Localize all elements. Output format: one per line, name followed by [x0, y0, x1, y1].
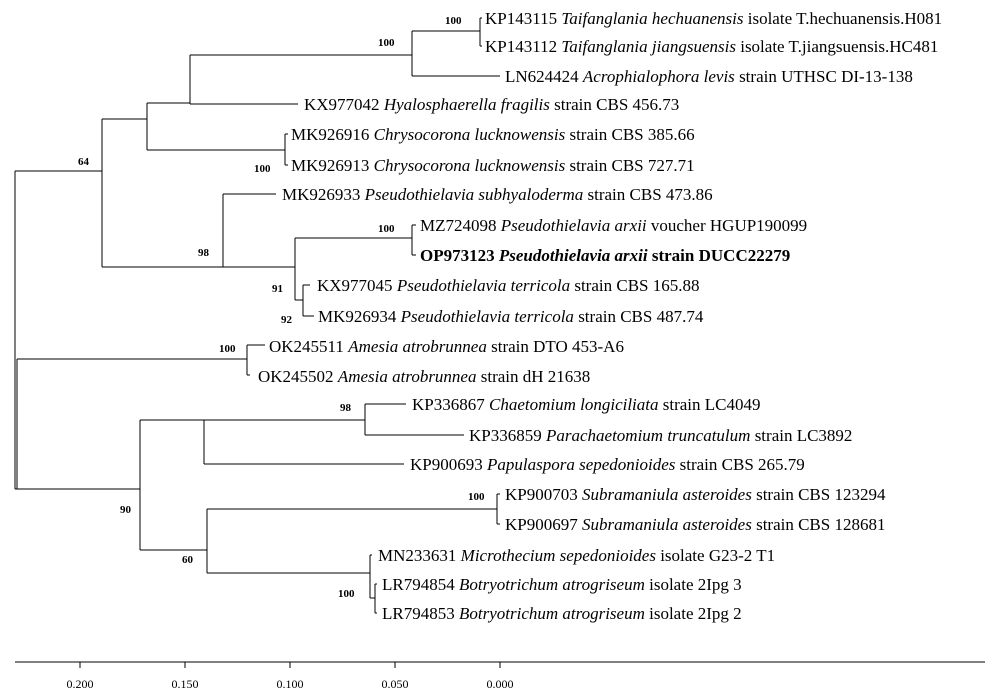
bootstrap-label: 64 — [78, 156, 89, 168]
bootstrap-label: 100 — [378, 223, 395, 235]
taxon-label — [318, 307, 704, 326]
strain-info: voucher HGUP190099 — [646, 216, 808, 235]
accession-number: MK926934 — [318, 307, 401, 326]
taxon-label — [485, 37, 938, 56]
accession-number: KP143112 — [485, 37, 562, 56]
scale-tick-label: 0.100 — [276, 677, 304, 691]
strain-info: strain dH 21638 — [476, 367, 591, 386]
accession-number: KP336859 — [469, 426, 546, 445]
strain-info: strain DUCC22279 — [647, 246, 791, 265]
accession-number: KP143115 — [485, 9, 562, 28]
strain-info: isolate G23-2 T1 — [655, 546, 776, 565]
strain-info: strain CBS 385.66 — [565, 125, 695, 144]
species-name: Hyalosphaerella fragilis — [383, 95, 550, 114]
strain-info: strain DTO 453-A6 — [486, 337, 624, 356]
bootstrap-label: 90 — [120, 504, 131, 516]
taxon-labels — [258, 9, 942, 623]
bootstrap-label: 100 — [254, 163, 271, 175]
taxon-label — [420, 216, 807, 235]
strain-info: strain LC3892 — [750, 426, 853, 445]
species-name: Pseudothielavia terricola — [400, 307, 574, 326]
species-name: Microthecium sepedonioides — [460, 546, 656, 565]
strain-info: strain CBS 165.88 — [570, 276, 700, 295]
bootstrap-label: 100 — [468, 491, 485, 503]
species-name: Botryotrichum atrogriseum — [458, 575, 645, 594]
accession-number: KP900697 — [505, 515, 582, 534]
scale-tick-label: 0.050 — [381, 677, 409, 691]
accession-number: MK926933 — [282, 185, 365, 204]
species-name: Pseudothielavia subhyaloderma — [364, 185, 584, 204]
accession-number: MZ724098 — [420, 216, 501, 235]
accession-number: KP900703 — [505, 485, 582, 504]
accession-number: KX977042 — [304, 95, 384, 114]
bootstrap-label: 98 — [340, 402, 351, 414]
accession-number: KP900693 — [410, 455, 487, 474]
taxon-label — [469, 426, 852, 445]
species-name: Botryotrichum atrogriseum — [458, 604, 645, 623]
species-name: Papulaspora sepedonioides — [486, 455, 676, 474]
bootstrap-label: 100 — [338, 588, 355, 600]
species-name: Taifanglania jiangsuensis — [561, 37, 736, 56]
taxon-label — [505, 515, 885, 534]
bootstrap-label: 60 — [182, 554, 193, 566]
strain-info: strain CBS 487.74 — [573, 307, 704, 326]
bootstrap-label: 100 — [378, 37, 395, 49]
taxon-label — [304, 95, 679, 114]
taxon-label — [258, 367, 590, 386]
species-name: Chrysocorona lucknowensis — [373, 125, 566, 144]
taxon-label — [505, 67, 913, 86]
accession-number: LR794854 — [382, 575, 459, 594]
strain-info: strain LC4049 — [658, 395, 761, 414]
strain-info: strain CBS 265.79 — [675, 455, 805, 474]
accession-number: LR794853 — [382, 604, 459, 623]
scale-ticks — [67, 662, 514, 691]
taxon-label — [282, 185, 713, 204]
accession-number: MK926916 — [291, 125, 374, 144]
taxon-label — [382, 575, 742, 594]
species-name: Pseudothielavia arxii — [500, 216, 647, 235]
strain-info: isolate T.jiangsuensis.HC481 — [735, 37, 939, 56]
species-name: Chrysocorona lucknowensis — [373, 156, 566, 175]
strain-info: strain CBS 128681 — [751, 515, 886, 534]
taxon-label — [382, 604, 742, 623]
scale-tick-label: 0.150 — [171, 677, 199, 691]
strain-info: strain CBS 123294 — [751, 485, 886, 504]
taxon-label — [410, 455, 805, 474]
taxon-label — [505, 485, 886, 504]
taxon-label — [378, 546, 775, 565]
taxon-label — [485, 9, 942, 28]
accession-number: KP336867 — [412, 395, 489, 414]
species-name: Chaetomium longiciliata — [488, 395, 659, 414]
species-name: Amesia atrobrunnea — [348, 337, 487, 356]
taxon-label — [420, 246, 790, 265]
strain-info: strain CBS 473.86 — [583, 185, 713, 204]
strain-info: isolate 2Ipg 2 — [644, 604, 742, 623]
accession-number: MK926913 — [291, 156, 374, 175]
accession-number: OP973123 — [420, 246, 499, 265]
accession-number: KX977045 — [317, 276, 397, 295]
bootstrap-label: 100 — [219, 343, 236, 355]
accession-number: OK245502 — [258, 367, 338, 386]
species-name: Subramaniula asteroides — [581, 485, 752, 504]
strain-info: strain CBS 727.71 — [565, 156, 695, 175]
accession-number: MN233631 — [378, 546, 461, 565]
taxon-label — [291, 156, 695, 175]
bootstrap-label: 91 — [272, 283, 283, 295]
strain-info: strain CBS 456.73 — [549, 95, 680, 114]
species-name: Acrophialophora levis — [582, 67, 735, 86]
strain-info: strain UTHSC DI-13-138 — [734, 67, 913, 86]
scale-axis — [15, 662, 985, 691]
species-name: Subramaniula asteroides — [581, 515, 752, 534]
accession-number: LN624424 — [505, 67, 583, 86]
taxon-label — [317, 276, 700, 295]
strain-info: isolate 2Ipg 3 — [644, 575, 742, 594]
bootstrap-label: 92 — [281, 314, 292, 326]
accession-number: OK245511 — [269, 337, 349, 356]
species-name: Taifanglania hechuanensis — [561, 9, 744, 28]
species-name: Pseudothielavia arxii — [498, 246, 648, 265]
strain-info: isolate T.hechuanensis.H081 — [743, 9, 943, 28]
species-name: Parachaetomium truncatulum — [545, 426, 751, 445]
scale-tick-label: 0.200 — [66, 677, 94, 691]
bootstrap-label: 98 — [198, 247, 209, 259]
taxon-label — [269, 337, 624, 356]
species-name: Pseudothielavia terricola — [396, 276, 571, 295]
taxon-label — [291, 125, 695, 144]
taxon-label — [412, 395, 761, 414]
scale-tick-label: 0.000 — [486, 677, 514, 691]
species-name: Amesia atrobrunnea — [337, 367, 477, 386]
bootstrap-label: 100 — [445, 15, 462, 27]
